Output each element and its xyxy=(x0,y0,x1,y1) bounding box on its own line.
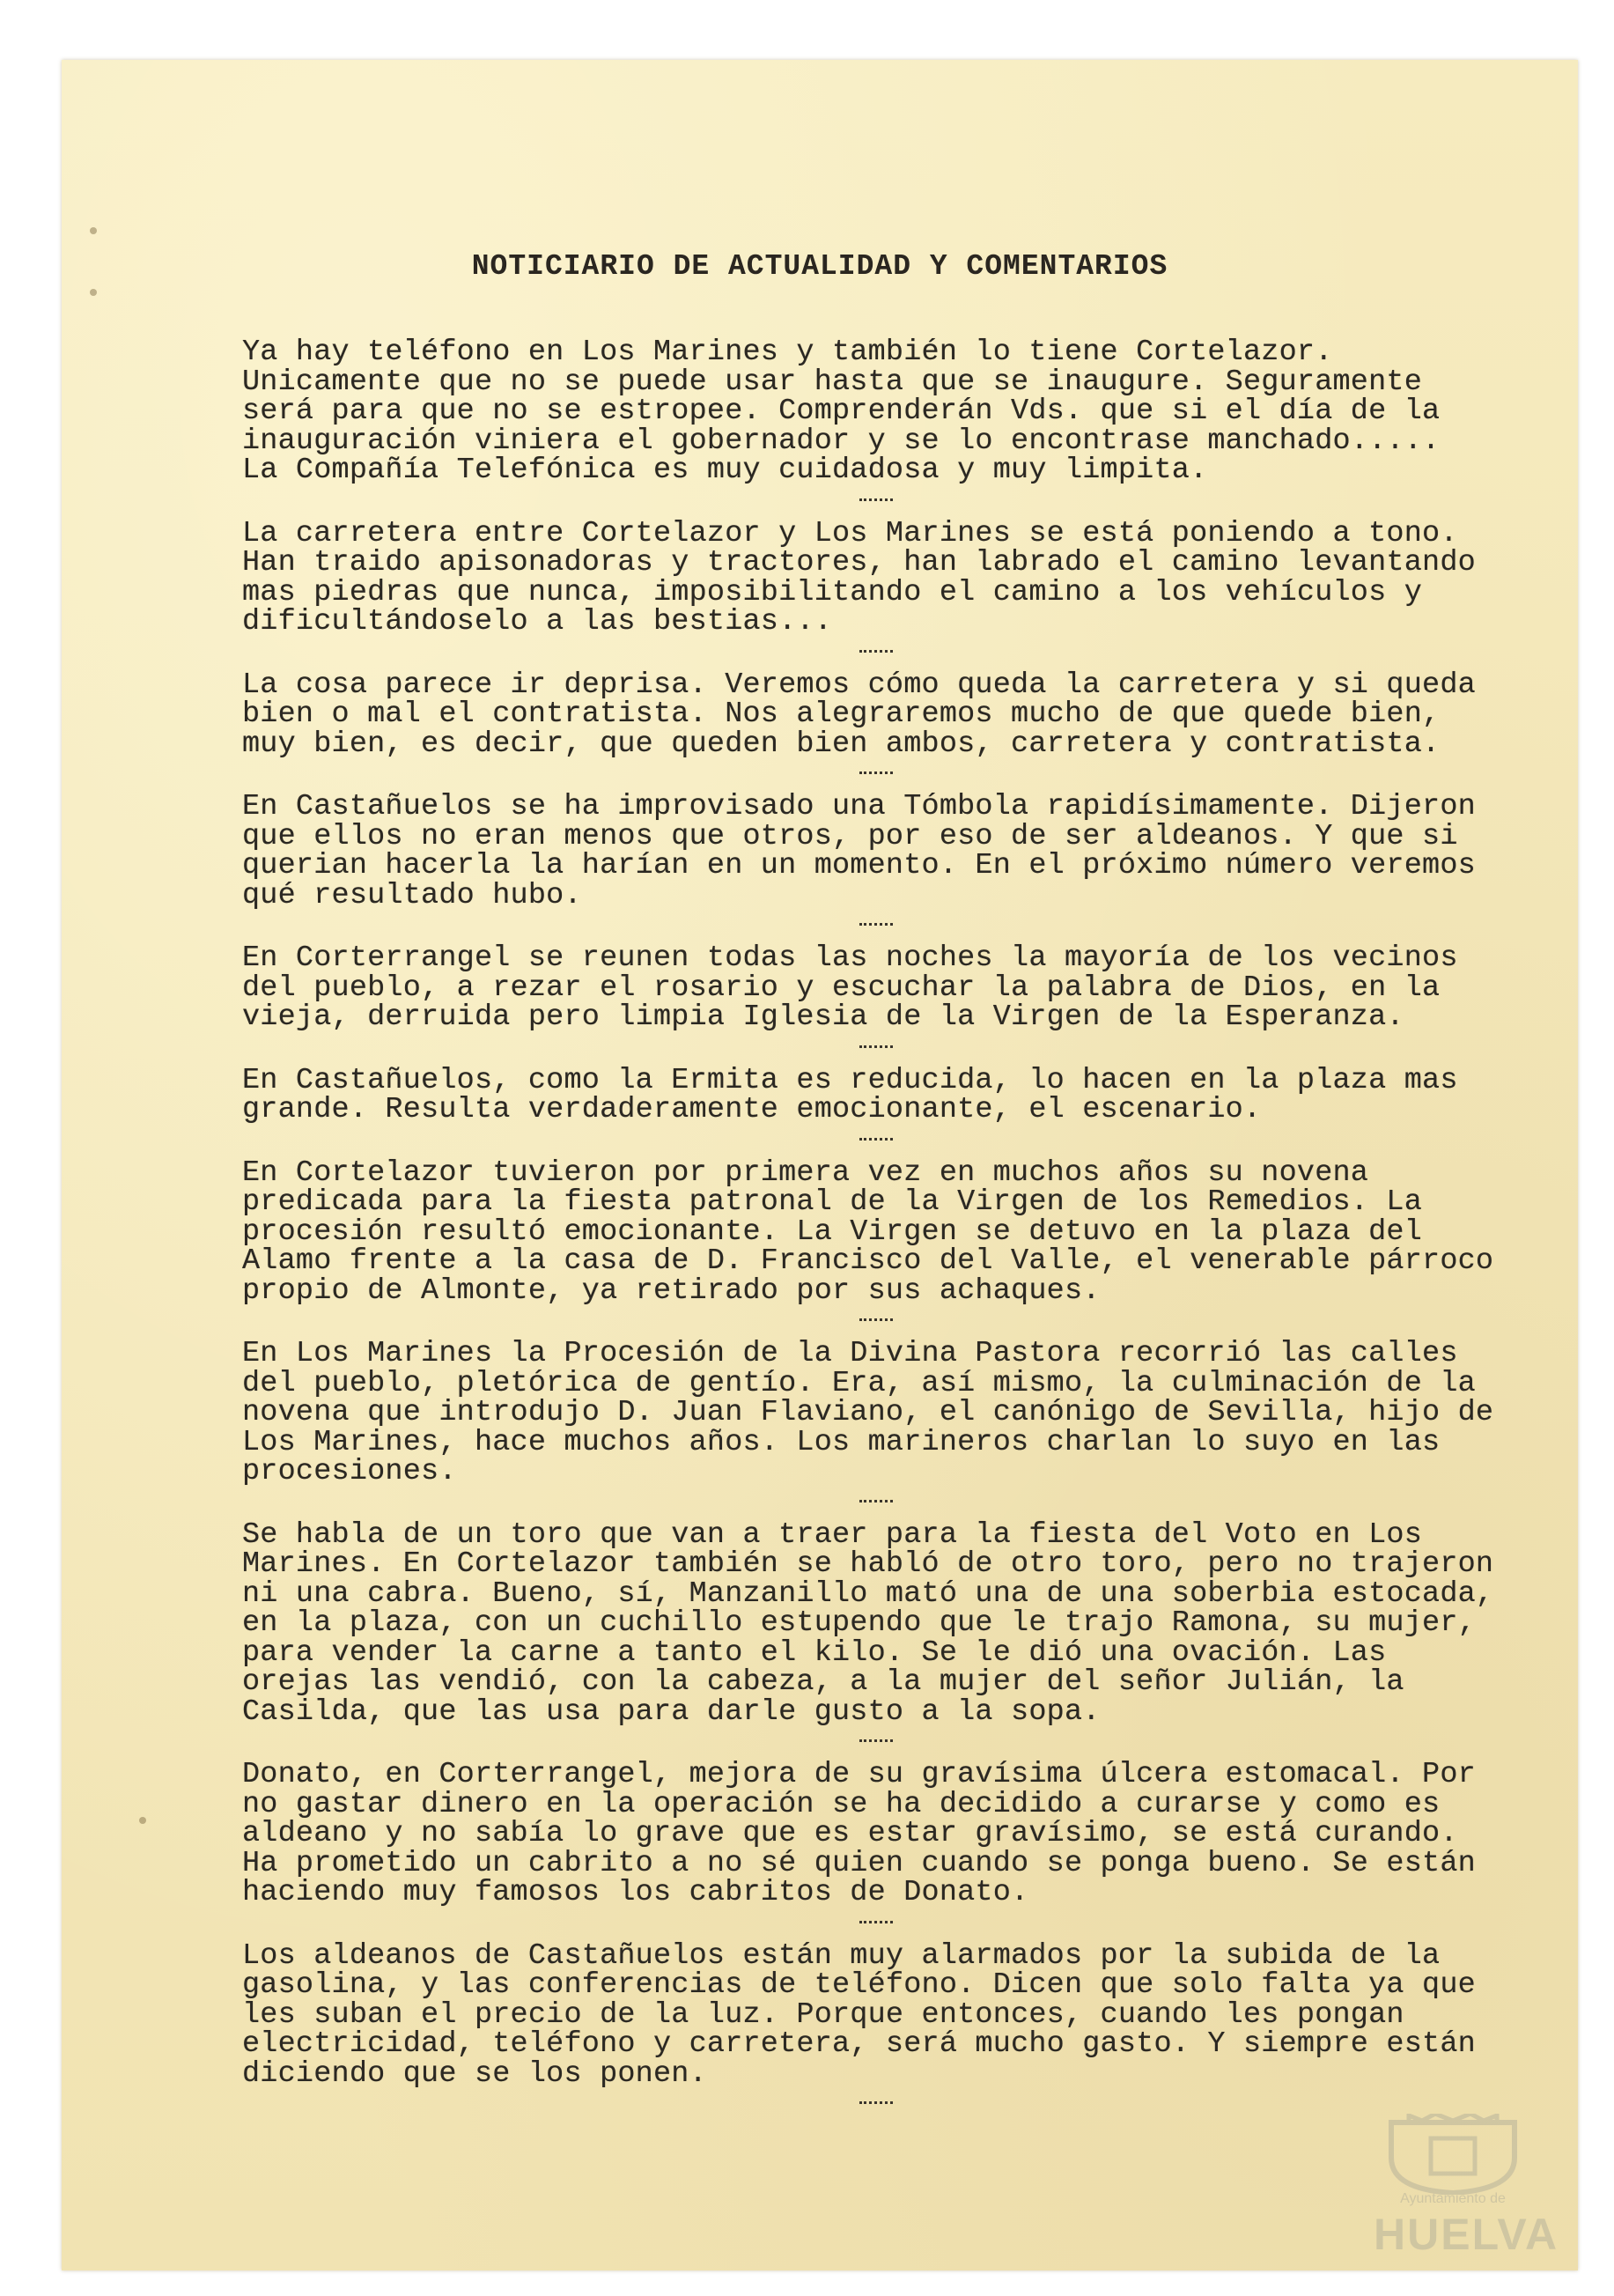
watermark-city: HUELVA xyxy=(1374,2210,1559,2259)
news-paragraph-1: Ya hay teléfono en Los Marines y también lo tiene Cortelazor. Unicamente que no se puede usar hasta que se inaugure. Seguramente será para que no se estropee. Comprenderán Vds. que si el día de la inauguración viniera el gobernador y se lo encontrase manchado..... La Compañía Telefónica es muy cuidadosa y muy limpita. xyxy=(242,336,1441,487)
news-paragraph-11: Los aldeanos de Castañuelos están muy alarmados por la subida de la gasolina, y las conferencias de teléfono. Dicen que solo falta ya que les suban el precio de la luz. Porque entonces, cuando les pongan electricidad, teléfono y carretera, será mucho gasto. Y siempre están diciendo que se los ponen. xyxy=(242,1938,1476,2091)
coat-of-arms-icon xyxy=(1382,2114,1523,2195)
separator xyxy=(242,759,1510,793)
news-paragraph-6: En Castañuelos, como la Ermita es reducida, lo hacen en la plaza mas grande. Resulta verdaderamente emocionante, el escenario. xyxy=(242,1063,1458,1126)
document-title: NOTICIARIO DE ACTUALIDAD Y COMENTARIOS xyxy=(471,250,1168,283)
news-paragraph-3: La cosa parece ir deprisa. Veremos cómo queda la carretera y si queda bien o mal el contratista. Nos alegraremos mucho de que quede bien, muy bien, es decir, que queden bien ambos, carretera y contratista. xyxy=(242,668,1476,761)
document-body xyxy=(242,338,1510,2123)
news-paragraph-10: Donato, en Corterrangel, mejora de su gravísima úlcera estomacal. Por no gastar dinero en la operación se ha decidido a curarse y como es aldeano y no sabía lo grave que es estar gravísimo, se está curando. Ha prometido un cabrito a no sé quien cuando se ponga bueno. Se están haciendo muy famosos los cabritos de Donato. xyxy=(242,1758,1476,1909)
typewritten-page xyxy=(62,60,1578,2270)
news-paragraph-9: Se habla de un toro que van a traer para la fiesta del Voto en Los Marines. En Cortelazor también se habló de otro toro, pero no trajeron ni una cabra. Bueno, sí, Manzanillo mató una de una soberbia estocada, en la plaza, con un cuchillo estupendo que le trajo Ramona, su mujer, para vender la carne a tanto el kilo. Se le dió una ovación. Las orejas las vendió, con la cabeza, a la mujer del señor Julián, la Casilda, que las usa para darle gusto a la sopa. xyxy=(242,1517,1494,1729)
separator xyxy=(242,1727,1510,1761)
ink-dot xyxy=(139,1817,146,1824)
news-paragraph-4: En Castañuelos se ha improvisado una Tómbola rapidísimamente. Dijeron que ellos no eran menos que otros, por eso de ser aldeanos. Y que si querian hacerla la harían en un momento. En el próximo número veremos qué resultado hubo. xyxy=(242,790,1476,912)
separator xyxy=(242,1033,1510,1067)
separator xyxy=(242,1126,1510,1159)
separator xyxy=(242,2089,1510,2123)
news-paragraph-7: En Cortelazor tuvieron por primera vez en muchos años su novena predicada para la fiesta patronal de la Virgen de los Remedios. La procesión resultó emocionante. La Virgen se detuvo en la plaza del Alamo frente a la casa de D. Francisco del Valle, el venerable párroco propio de Almonte, ya retirado por sus achaques. xyxy=(242,1155,1494,1308)
separator xyxy=(242,1306,1510,1340)
separator xyxy=(242,1908,1510,1942)
watermark-org: Ayuntamiento de xyxy=(1400,2191,1506,2206)
punch-mark xyxy=(90,227,97,234)
city-hall-watermark xyxy=(1374,2114,1559,2263)
punch-mark xyxy=(90,289,97,296)
separator xyxy=(242,911,1510,944)
news-paragraph-5: En Corterrangel se reunen todas las noches la mayoría de los vecinos del pueblo, a rezar el rosario y escuchar la palabra de Dios, en la vieja, derruida pero limpia Iglesia de la Virgen de la Esperanza. xyxy=(242,941,1458,1034)
news-paragraph-2: La carretera entre Cortelazor y Los Marines se está poniendo a tono. Han traido apisonadoras y tractores, han labrado el camino levantando mas piedras que nunca, imposibilitando el camino a los vehículos y dificultándoselo a las bestias... xyxy=(242,516,1476,639)
news-paragraph-8: En Los Marines la Procesión de la Divina Pastora recorrió las calles del pueblo, pletórica de gentío. Era, así mismo, la culminación de la novena que introdujo D. Juan Flaviano, el canónigo de Sevilla, hijo de Los Marines, hace muchos años. Los marineros charlan lo suyo en las procesiones. xyxy=(242,1337,1494,1488)
separator xyxy=(242,638,1510,671)
separator xyxy=(242,1488,1510,1521)
separator xyxy=(242,486,1510,520)
